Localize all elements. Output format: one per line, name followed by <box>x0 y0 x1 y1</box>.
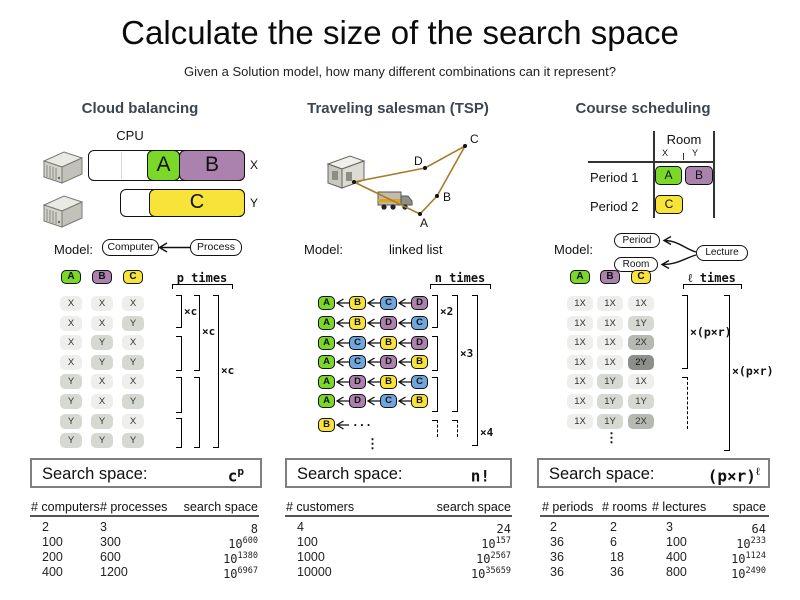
mult-label: ×c <box>184 305 198 318</box>
grid-cell: 1X <box>628 374 654 389</box>
grid-header-b: B <box>600 270 620 284</box>
table-cell: 2 <box>42 520 49 534</box>
grid-header-b: B <box>92 270 112 284</box>
grid-cell: Y <box>91 355 113 370</box>
chain-node: C <box>411 316 428 330</box>
grid-cell: X <box>91 316 113 331</box>
grid-cell: Y <box>122 355 144 370</box>
process-block-c: C <box>149 189 245 217</box>
process-block-b: B <box>179 150 245 181</box>
bracket <box>176 418 182 448</box>
server-icon <box>40 191 86 231</box>
table-cell: 36 <box>550 550 564 564</box>
grid-cell: X <box>91 394 113 409</box>
chain-node: B <box>349 316 366 330</box>
table-cell: 64 <box>751 522 766 536</box>
lecture-a-badge: A <box>655 166 682 185</box>
city-a-label: A <box>420 216 429 230</box>
grid-cell: Y <box>122 394 144 409</box>
chain-node: D <box>349 375 366 389</box>
cloud-header: Cloud balancing <box>81 100 199 117</box>
bracket-dashed <box>682 377 688 429</box>
bracket <box>432 336 438 371</box>
cloud-search-space-box <box>30 458 262 488</box>
grid-cell: 1Y <box>597 374 623 389</box>
chain-node: B <box>411 394 428 408</box>
grid-cell: 1X <box>567 296 593 311</box>
n-times-label: n times <box>434 271 486 285</box>
course-grid-line <box>713 131 715 218</box>
grid-cell: X <box>60 355 82 370</box>
grid-cell: Y <box>91 335 113 350</box>
table-cell: $10^{2490}$ <box>731 566 766 581</box>
chain-node: D <box>411 336 428 350</box>
room-label: Room <box>666 132 702 147</box>
header-rule <box>285 515 512 517</box>
table-cell: $10^{2567}$ <box>476 551 511 566</box>
grid-cell: X <box>60 296 82 311</box>
grid-cell: 1X <box>597 316 623 331</box>
grid-cell: X <box>60 335 82 350</box>
grid-cell: X <box>122 374 144 389</box>
table-cell: 3 <box>666 520 673 534</box>
table-cell: 200 <box>42 550 63 564</box>
search-space-formula: n! <box>470 466 490 486</box>
grid-cell: 2Y <box>628 355 654 370</box>
table-cell: $10^{233}$ <box>736 536 766 551</box>
table-cell: 24 <box>496 522 511 536</box>
vertical-dots: ⋮ <box>605 430 618 445</box>
tsp-search-space-box <box>285 458 512 488</box>
header-rule <box>30 515 259 517</box>
table-cell: $10^{600}$ <box>228 536 258 551</box>
tsp-map <box>288 128 508 230</box>
page-subtitle: Given a Solution model, how many different combinations can it represent? <box>184 64 616 79</box>
grid-cell: 1X <box>567 414 593 429</box>
table-cell: 3 <box>100 520 107 534</box>
mult-label: ×c <box>202 325 216 338</box>
process-to-computer-arrow <box>156 239 193 256</box>
tsp-model-label: Model: <box>304 242 344 257</box>
grid-cell: 1X <box>597 335 623 350</box>
l-times-bracket <box>683 284 742 289</box>
bracket-dashed <box>432 420 438 437</box>
table-cell: 600 <box>100 550 121 564</box>
column-header: # lectures <box>652 500 707 514</box>
chain-node: C <box>380 394 397 408</box>
table-cell: 10000 <box>297 565 332 579</box>
city-b-label: B <box>443 190 452 204</box>
column-header: # processes <box>100 500 168 514</box>
chain-node: D <box>411 296 428 310</box>
ellipsis: ... <box>352 416 372 429</box>
grid-cell: Y <box>122 316 144 331</box>
table-cell: 36 <box>550 565 564 579</box>
chain-node: B <box>318 418 335 432</box>
search-space-label: Search space: <box>42 465 148 483</box>
table-cell: 18 <box>610 550 624 564</box>
chain-node: A <box>318 336 335 350</box>
mult-label: ×2 <box>440 305 454 318</box>
bracket <box>432 377 438 412</box>
computer-x-label: X <box>250 158 259 172</box>
bracket <box>472 295 478 446</box>
grid-header-c: C <box>631 270 651 284</box>
grid-cell: Y <box>122 433 144 448</box>
grid-cell: Y <box>60 374 82 389</box>
chain-node: A <box>318 375 335 389</box>
room-x-label: X <box>662 148 669 158</box>
search-space-formula: $(p\times r)^\ell$ <box>707 465 760 486</box>
table-cell: 36 <box>610 565 624 579</box>
grid-cell: 1X <box>597 355 623 370</box>
table-cell: 1000 <box>297 550 325 564</box>
vertical-dots: ⋮ <box>366 436 379 451</box>
mult-label: ×c <box>221 364 235 377</box>
course-grid-line <box>588 161 715 163</box>
course-header: Course scheduling <box>575 100 711 117</box>
chain-node: A <box>318 316 335 330</box>
header-rule <box>540 515 769 517</box>
grid-cell: 1Y <box>628 394 654 409</box>
city-d-label: D <box>414 154 423 168</box>
chain-node: C <box>411 375 428 389</box>
chain-node: B <box>380 336 397 350</box>
table-cell: 1200 <box>100 565 128 579</box>
table-cell: $10^{1380}$ <box>223 551 258 566</box>
grid-cell: Y <box>60 433 82 448</box>
bracket <box>213 295 219 448</box>
chain-node: C <box>349 336 366 350</box>
grid-cell: X <box>60 316 82 331</box>
bracket <box>452 295 458 412</box>
grid-header-a: A <box>570 270 590 284</box>
table-cell: $10^{6967}$ <box>223 566 258 581</box>
grid-cell: 1X <box>597 296 623 311</box>
bracket <box>194 377 200 448</box>
chain-node: A <box>318 394 335 408</box>
grid-cell: X <box>91 296 113 311</box>
cloud-model-label: Model: <box>54 242 94 257</box>
grid-cell: 1X <box>567 335 593 350</box>
mult-label: ×(p×r) <box>690 325 732 339</box>
l-times-label: ℓ times <box>688 271 736 285</box>
grid-header-c: C <box>123 270 143 284</box>
page-title: Calculate the size of the search space <box>121 14 679 51</box>
lecture-model-box: Lecture <box>696 245 748 261</box>
grid-cell: 2X <box>628 414 654 429</box>
computer-y-label: Y <box>250 196 259 210</box>
tsp-header: Traveling salesman (TSP) <box>307 100 489 117</box>
computer-model-box: Computer <box>102 239 159 256</box>
chain-node: A <box>318 296 335 310</box>
column-header: search space <box>436 500 511 514</box>
bracket <box>724 295 730 451</box>
table-cell: 400 <box>666 550 687 564</box>
n-times-bracket <box>430 284 491 289</box>
cpu-tick <box>121 152 122 179</box>
table-cell: 300 <box>100 535 121 549</box>
table-cell: 36 <box>550 535 564 549</box>
column-header: # rooms <box>602 500 648 514</box>
grid-header-a: A <box>61 270 81 284</box>
grid-cell: 1X <box>567 394 593 409</box>
room-y-label: Y <box>692 148 699 158</box>
table-cell: 2 <box>550 520 557 534</box>
grid-cell: Y <box>60 394 82 409</box>
column-header: # customers <box>286 500 355 514</box>
column-header: search space <box>183 500 258 514</box>
city-c-label: C <box>470 132 479 146</box>
table-cell: $10^{35659}$ <box>470 566 511 581</box>
bracket-dashed <box>452 420 458 437</box>
table-cell: 4 <box>297 520 304 534</box>
p-times-bracket <box>172 284 233 289</box>
grid-cell: Y <box>60 414 82 429</box>
column-header: # computers <box>31 500 100 514</box>
chain-node: C <box>349 355 366 369</box>
bracket <box>176 295 182 328</box>
process-model-box: Process <box>190 239 242 256</box>
column-header: # periods <box>542 500 594 514</box>
grid-cell: Y <box>91 433 113 448</box>
period2-label: Period 2 <box>590 199 639 214</box>
search-space-label: Search space: <box>297 465 403 483</box>
table-cell: 100 <box>42 535 63 549</box>
grid-cell: Y <box>91 414 113 429</box>
grid-cell: 1X <box>567 355 593 370</box>
grid-cell: 1Y <box>597 414 623 429</box>
grid-cell: 1X <box>567 374 593 389</box>
chain-node: D <box>380 355 397 369</box>
table-cell: 400 <box>42 565 63 579</box>
table-cell: 100 <box>297 535 318 549</box>
bracket <box>176 377 182 413</box>
course-search-space-box <box>537 458 770 488</box>
bracket <box>176 336 182 371</box>
chain-node: C <box>380 296 397 310</box>
room-model-box: Room <box>614 257 658 272</box>
table-cell: 2 <box>610 520 617 534</box>
lecture-b-badge: B <box>685 166 713 185</box>
period1-label: Period 1 <box>590 170 639 185</box>
period-model-box: Period <box>614 233 660 248</box>
grid-cell: 1Y <box>628 316 654 331</box>
grid-cell: X <box>91 374 113 389</box>
course-model-label: Model: <box>554 242 594 257</box>
table-cell: 100 <box>666 535 687 549</box>
mult-label: ×4 <box>480 426 494 439</box>
p-times-label: p times <box>176 271 228 285</box>
chain-node: B <box>411 355 428 369</box>
table-cell: 800 <box>666 565 687 579</box>
table-cell: $10^{157}$ <box>481 536 511 551</box>
chain-node: D <box>349 394 366 408</box>
table-cell: 6 <box>610 535 617 549</box>
search-space-label: Search space: <box>549 465 655 483</box>
grid-cell: X <box>122 335 144 350</box>
cpu-label: CPU <box>116 128 144 143</box>
grid-cell: 2X <box>628 335 654 350</box>
bracket <box>194 295 200 371</box>
table-cell: 8 <box>250 522 258 536</box>
mult-label: ×(p×r) <box>732 364 774 378</box>
mult-label: ×3 <box>460 347 474 360</box>
column-header: space <box>732 500 766 514</box>
server-icon <box>40 147 86 187</box>
grid-cell: X <box>122 296 144 311</box>
grid-cell: 1X <box>628 296 654 311</box>
bracket <box>432 295 438 328</box>
grid-cell: 1X <box>567 316 593 331</box>
room-col-tick <box>683 153 684 160</box>
chain-node: A <box>318 355 335 369</box>
chain-node: B <box>349 296 366 310</box>
tsp-model-value: linked list <box>389 242 443 257</box>
process-block-a: A <box>147 150 180 181</box>
table-cell: $10^{1124}$ <box>731 551 766 566</box>
grid-cell: X <box>122 414 144 429</box>
chain-node: D <box>380 316 397 330</box>
chain-node: B <box>380 375 397 389</box>
search-space-formula: $c^p$ <box>227 465 244 486</box>
grid-cell: 1Y <box>597 394 623 409</box>
bracket <box>682 295 688 369</box>
lecture-c-badge: C <box>655 195 683 214</box>
